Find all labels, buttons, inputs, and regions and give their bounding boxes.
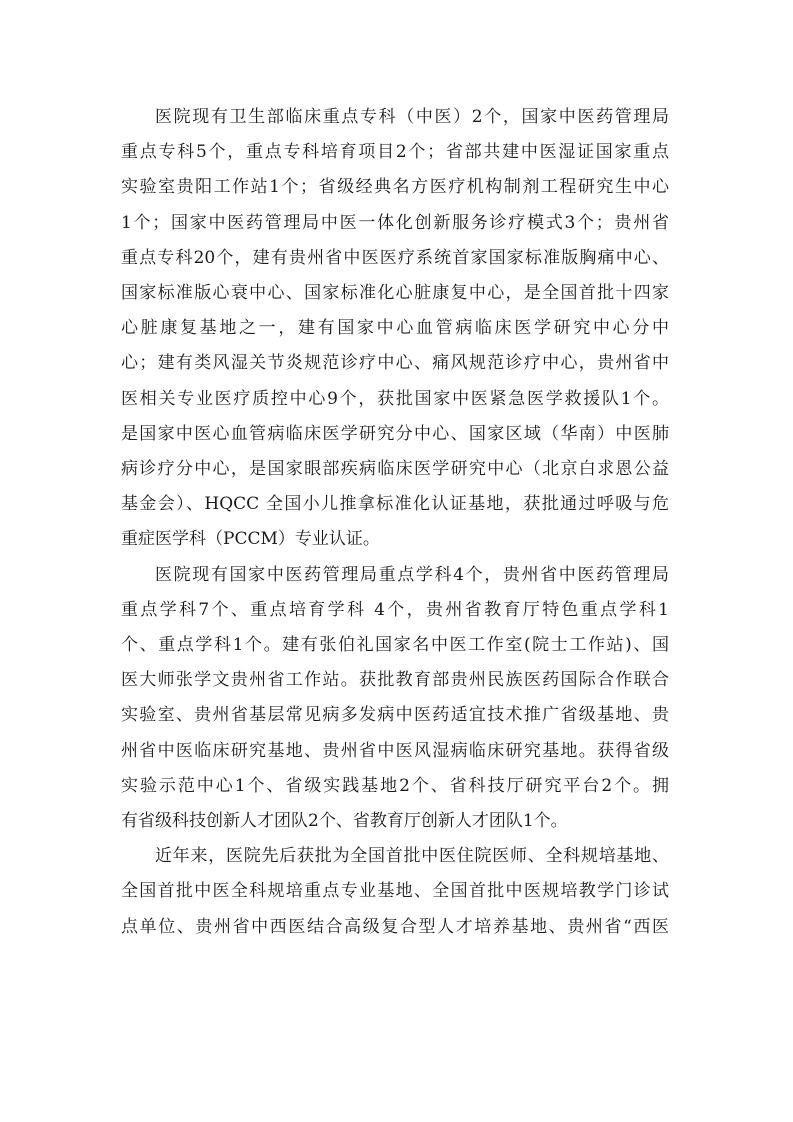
text-line: 心；建有类风湿关节炎规范诊疗中心、痛风规范诊疗中心，贵州省中 [121,353,669,374]
text-line: 有省级科技创新人才团队2个、省教育厅创新人才团队1个。 [121,811,568,832]
text-line: 病诊疗分中心，是国家眼部疾病临床医学研究中心（北京白求恩公益 [121,459,669,480]
text-line: 国家标准版心衰中心、国家标准化心脏康复中心，是全国首批十四家 [121,283,669,304]
text-line: 重症医学科（PCCM）专业认证。 [121,529,380,550]
text-line: 实验示范中心1个、省级实践基地2个、省科技厅研究平台2个。拥 [121,775,669,796]
paragraph-2 [121,558,669,840]
text-line: 全国首批中医全科规培重点专业基地、全国首批中医规培教学门诊试 [121,881,669,902]
text-line: 实验室、贵州省基层常见病多发病中医药适宜技术推广省级基地、贵 [121,705,669,726]
document-body [121,100,669,945]
text-line: 近年来，医院先后获批为全国首批中医住院医师、全科规培基地、 [155,846,669,867]
text-line: 实验室贵阳工作站1个；省级经典名方医疗机构制剂工程研究生中心 [121,177,669,198]
text-line: 州省中医临床研究基地、贵州省中医风湿病临床研究基地。获得省级 [121,740,669,761]
text-line: 1个；国家中医药管理局中医一体化创新服务诊疗模式3个；贵州省 [121,212,669,233]
text-line: 心脏康复基地之一，建有国家中心血管病临床医学研究中心分中 [121,318,669,339]
text-line: 医院现有国家中医药管理局重点学科4个，贵州省中医药管理局 [155,564,669,585]
text-line: 是国家中医心血管病临床医学研究分中心、国家区域（华南）中医肺 [121,423,669,444]
paragraph-1 [121,100,669,558]
paragraph-3 [121,839,669,945]
text-line: 重点学科7个、重点培育学科 4个，贵州省教育厅特色重点学科1 [121,599,669,620]
text-line: 重点专科5个，重点专科培育项目2个；省部共建中医湿证国家重点 [121,142,669,163]
text-line: 医院现有卫生部临床重点专科（中医）2个，国家中医药管理局 [155,107,669,127]
text-line: 医相关专业医疗质控中心9个，获批国家中医紧急医学救援队1个。 [121,388,669,409]
text-line: 医大师张学文贵州省工作站。获批教育部贵州民族医药国际合作联合 [121,670,669,691]
text-line: 点单位、贵州省中西医结合高级复合型人才培养基地、贵州省“西医 [121,916,669,937]
text-line: 个、重点学科1个。建有张伯礼国家名中医工作室(院士工作站)、国 [121,635,669,656]
text-line: 基金会）、HQCC 全国小儿推拿标准化认证基地，获批通过呼吸与危 [121,494,669,515]
text-line: 重点专科20个，建有贵州省中医医疗系统首家国家标准版胸痛中心、 [121,247,669,268]
